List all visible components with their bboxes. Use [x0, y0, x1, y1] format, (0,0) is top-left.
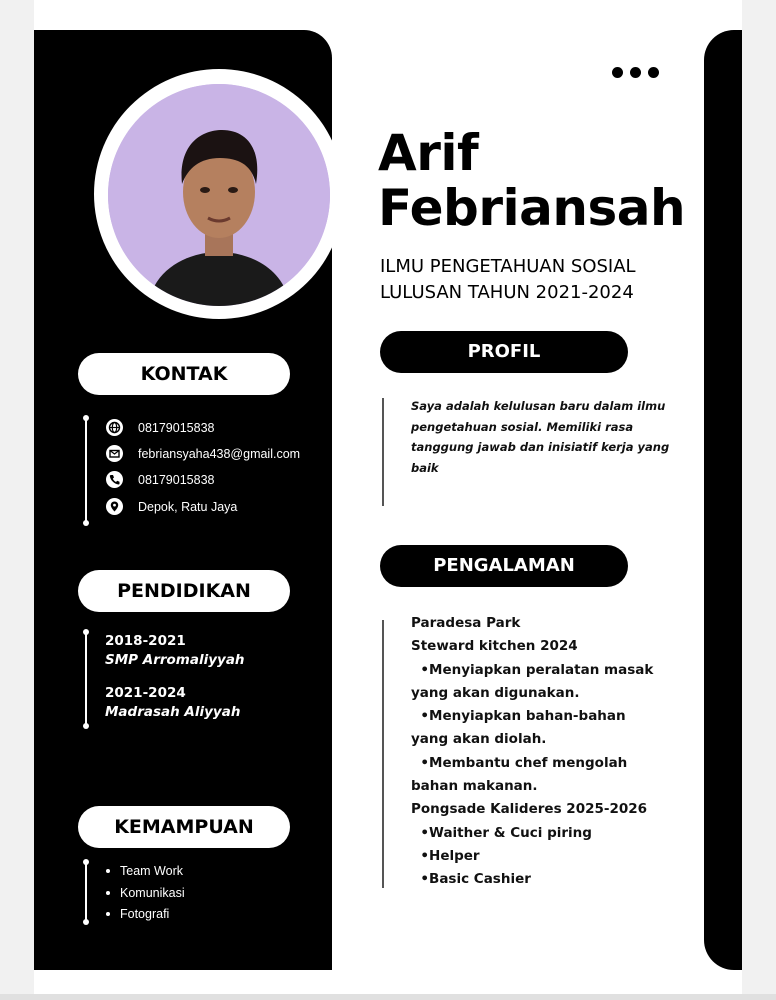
- experience-line: •Menyiapkan bahan-bahan: [411, 708, 626, 725]
- profile-photo: [108, 84, 330, 306]
- contact-row-email: [106, 445, 300, 462]
- experience-list: [411, 612, 681, 892]
- contact-text: Depok, Ratu Jaya: [138, 499, 238, 514]
- subtitle-line-1: ILMU PENGETAHUAN SOSIAL: [380, 256, 636, 277]
- experience-line: •Membantu chef mengolah: [411, 754, 628, 771]
- experience-line: bahan makanan.: [411, 778, 538, 795]
- location-icon: [106, 498, 123, 515]
- experience-line: •Helper: [411, 847, 480, 864]
- globe-icon: [106, 419, 123, 436]
- full-name: [378, 126, 685, 236]
- experience-line: •Waither & Cuci piring: [411, 824, 592, 841]
- education-school: SMP Arromaliyyah: [105, 652, 245, 668]
- person-portrait-icon: [108, 84, 330, 306]
- contact-row-address: [106, 498, 237, 515]
- profile-divider: [382, 398, 384, 506]
- profile-text: Saya adalah kelulusan baru dalam ilmu pengetahuan sosial. Memiliki rasa tanggung jawab dan inisiatif kerja yang baik: [411, 399, 670, 475]
- bottom-strip: [0, 994, 776, 1000]
- education-years: 2021-2024: [105, 685, 186, 701]
- education-divider: [85, 632, 87, 726]
- mail-icon: [106, 445, 123, 462]
- contact-text: 08179015838: [138, 420, 215, 435]
- contact-heading: KONTAK: [78, 353, 290, 395]
- contact-row-phone-2: [106, 471, 214, 488]
- skill-item: Fotografi: [106, 907, 169, 921]
- experience-line: •Menyiapkan peralatan masak: [411, 661, 654, 678]
- skill-item: Komunikasi: [106, 886, 185, 900]
- skills-divider: [85, 862, 87, 922]
- subtitle-line-2: LULUSAN TAHUN 2021-2024: [380, 282, 634, 303]
- profile-heading: PROFIL: [380, 331, 628, 373]
- experience-line: Steward kitchen 2024: [411, 638, 578, 655]
- education-item: [105, 684, 240, 722]
- experience-line: yang akan digunakan.: [411, 684, 580, 701]
- contact-text: 08179015838: [138, 472, 215, 487]
- subtitle: [380, 254, 636, 306]
- experience-line: yang akan diolah.: [411, 731, 547, 748]
- experience-line: Paradesa Park: [411, 615, 521, 631]
- contact-divider: [85, 418, 87, 523]
- right-decorative-bar: [704, 30, 742, 970]
- experience-line: Pongsade Kalideres 2025-2026: [411, 801, 648, 818]
- education-years: 2018-2021: [105, 633, 186, 649]
- education-item: [105, 632, 245, 670]
- last-name: Febriansah: [378, 179, 686, 237]
- phone-icon: [106, 471, 123, 488]
- education-school: Madrasah Aliyyah: [105, 704, 241, 720]
- skills-heading: KEMAMPUAN: [78, 806, 290, 848]
- experience-line: •Basic Cashier: [411, 871, 531, 888]
- contact-row-phone: [106, 419, 214, 436]
- contact-text: febriansyaha438@gmail.com: [138, 446, 301, 461]
- skill-item: Team Work: [106, 864, 183, 878]
- more-options-icon: [612, 67, 659, 78]
- experience-heading: PENGALAMAN: [380, 545, 628, 587]
- experience-divider: [382, 620, 384, 888]
- first-name: Arif: [378, 124, 479, 182]
- education-heading: PENDIDIKAN: [78, 570, 290, 612]
